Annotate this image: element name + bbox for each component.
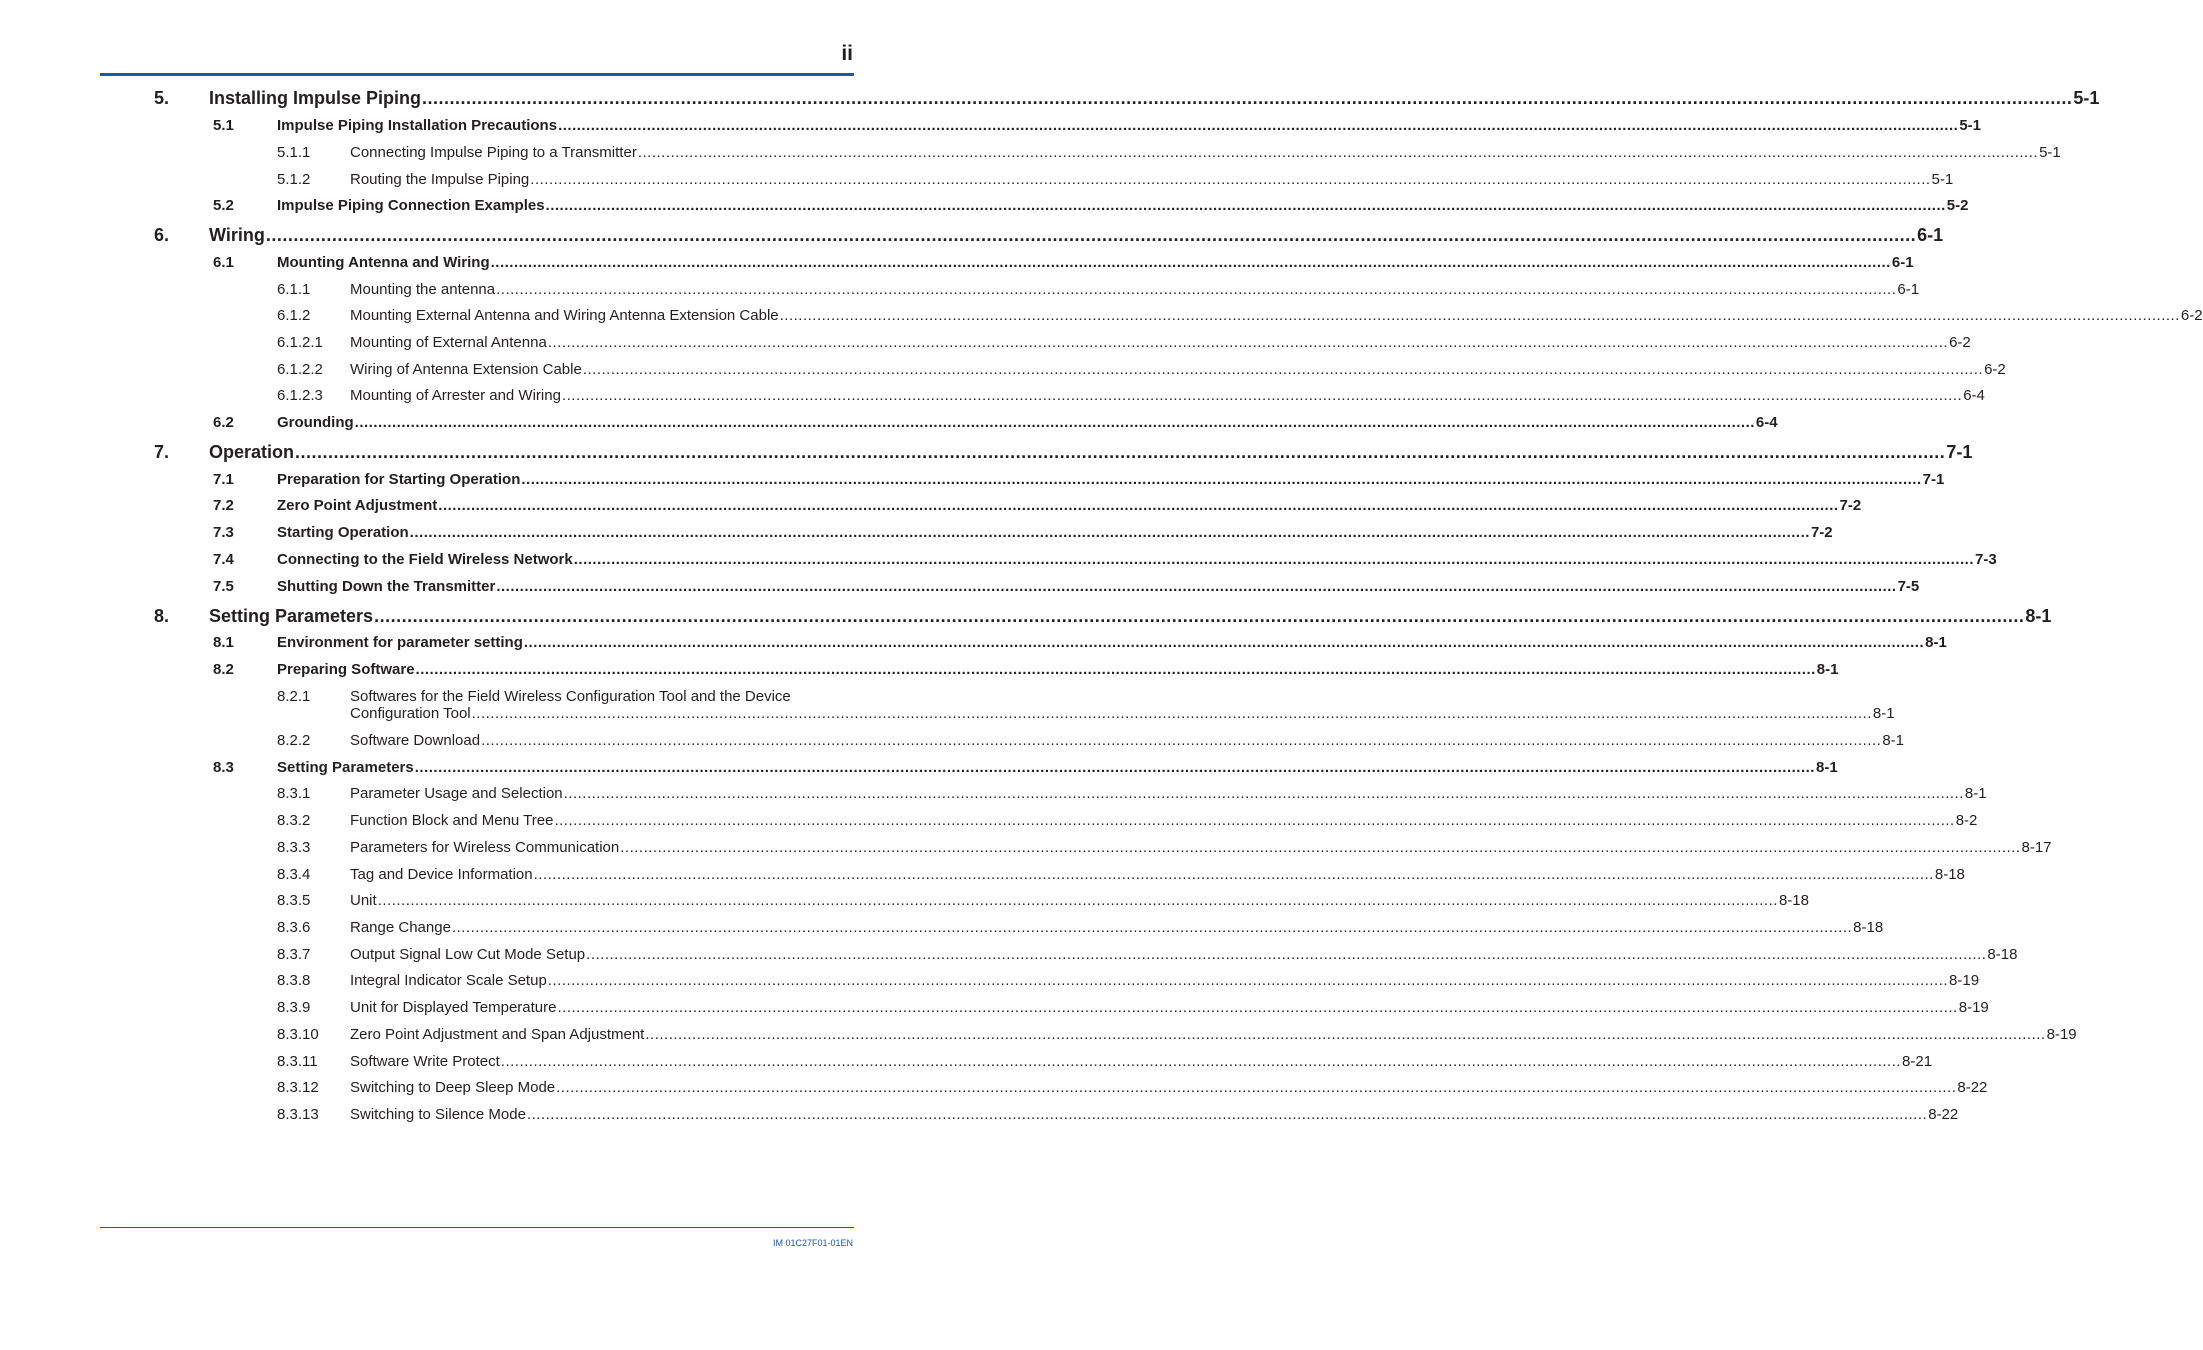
- toc-entry-leader: [209, 88, 2100, 108]
- dot-leader: ............................................................................................................................................................................................................................................................................................................: [545, 197, 1946, 214]
- toc-entry-number: 7.4: [213, 551, 234, 568]
- toc-entry-title: Unit: [350, 892, 377, 909]
- toc-entry-number: 8.3.5: [277, 892, 311, 909]
- toc-entry-title: Parameter Usage and Selection: [350, 785, 563, 802]
- toc-entry-page: 6-2: [2180, 307, 2203, 324]
- toc-entry-page: 8-21: [1902, 1053, 1933, 1070]
- toc-entry-number: 8.2: [213, 661, 234, 678]
- toc-entry-number: 7.3: [213, 524, 234, 541]
- dot-leader: ............................................................................................................................................................................................................................................................................................................: [374, 606, 2025, 626]
- toc-entry-page: 6-4: [1755, 414, 1778, 431]
- dot-leader: ............................................................................................................................................................................................................................................................................................................: [586, 946, 1987, 963]
- dot-leader: ............................................................................................................................................................................................................................................................................................................: [547, 972, 1949, 989]
- footer-rule: [100, 1227, 854, 1228]
- toc-entry-leader: [209, 442, 1973, 462]
- dot-leader: ............................................................................................................................................................................................................................................................................................................: [409, 524, 1810, 541]
- dot-leader: ............................................................................................................................................................................................................................................................................................................: [481, 732, 1882, 749]
- toc-entry-number: 8.3.10: [277, 1026, 319, 1043]
- toc-entry-page: 8-22: [1928, 1106, 1959, 1123]
- toc-entry-leader: [350, 1053, 1933, 1070]
- toc-entry-number: 8.3.12: [277, 1079, 319, 1096]
- toc-entry-leader: [277, 524, 1833, 541]
- toc-entry-page: 8-1: [1816, 661, 1839, 678]
- toc-entry-number: 8.: [154, 606, 170, 626]
- toc-entry-title: Software Write Protect: [350, 1053, 500, 1070]
- toc-entry-title: Preparing Software: [277, 661, 415, 678]
- toc-entry-leader: [350, 361, 2006, 378]
- dot-leader: ............................................................................................................................................................................................................................................................................................................: [451, 919, 1853, 936]
- toc-entry-number: 8.2.2: [277, 732, 311, 749]
- toc-entry-leader: [350, 1079, 1988, 1096]
- toc-entry-page: 7-1: [1922, 471, 1945, 488]
- toc-entry-title: Grounding: [277, 414, 354, 431]
- dot-leader: ............................................................................................................................................................................................................................................................................................................: [554, 812, 1955, 829]
- toc-entry-number: 8.3: [213, 759, 234, 776]
- toc-entry-page: 6-1: [1891, 254, 1914, 271]
- toc-entry-number: 7.1: [213, 471, 234, 488]
- toc-entry-page: 6-2: [1949, 334, 1971, 351]
- toc-entry-page: 8-1: [1882, 732, 1905, 749]
- toc-entry-page: 5-1: [1959, 117, 1981, 134]
- toc-entry-page: 8-18: [1934, 866, 1965, 883]
- toc-entry-number: 6.1.1: [277, 281, 311, 298]
- dot-leader: ............................................................................................................................................................................................................................................................................................................: [414, 759, 1815, 776]
- dot-leader: ............................................................................................................................................................................................................................................................................................................: [533, 866, 1934, 883]
- dot-leader: ............................................................................................................................................................................................................................................................................................................: [490, 254, 1891, 271]
- toc-entry-title: Impulse Piping Connection Examples: [277, 197, 545, 214]
- toc-entry-leader: [350, 705, 1895, 722]
- toc-entry-number: 5.2: [213, 197, 234, 214]
- toc-entry-title: Tag and Device Information: [350, 866, 533, 883]
- toc-entry-leader: [350, 387, 1985, 404]
- toc-entry-number: 7.5: [213, 578, 234, 595]
- toc-entry-page: 6-1: [1897, 281, 1920, 298]
- dot-leader: ............................................................................................................................................................................................................................................................................................................: [557, 999, 1958, 1016]
- toc-entry-page: 7-5: [1897, 578, 1920, 595]
- dot-leader: ............................................................................................................................................................................................................................................................................................................: [422, 88, 2073, 108]
- dot-leader: ............................................................................................................................................................................................................................................................................................................: [295, 442, 1946, 462]
- toc-entry-page: 6-4: [1963, 387, 1985, 404]
- toc-entry-leader: [350, 1106, 1959, 1123]
- toc-entry-title: Setting Parameters: [277, 759, 414, 776]
- toc-entry-number: 8.3.3: [277, 839, 311, 856]
- toc-entry-leader: [209, 606, 2052, 626]
- toc-entry-page: 6-1: [1917, 225, 1944, 245]
- toc-entry-leader: [277, 254, 1914, 271]
- toc-entry-number: 8.3.13: [277, 1106, 319, 1123]
- toc-entry-title: Mounting of External Antenna: [350, 334, 547, 351]
- toc-entry-leader: [350, 307, 2203, 324]
- toc-entry-title: Range Change: [350, 919, 451, 936]
- dot-leader: ............................................................................................................................................................................................................................................................................................................: [558, 117, 1959, 134]
- dot-leader: ............................................................................................................................................................................................................................................................................................................: [496, 578, 1897, 595]
- toc-entry-number: 6.1.2.1: [277, 334, 323, 351]
- dot-leader: ............................................................................................................................................................................................................................................................................................................: [556, 1079, 1957, 1096]
- dot-leader: ............................................................................................................................................................................................................................................................................................................: [265, 225, 1917, 245]
- dot-leader: ............................................................................................................................................................................................................................................................................................................: [561, 387, 1963, 404]
- toc-entry-page: 7-1: [1946, 442, 1973, 462]
- toc-entry-title: Starting Operation: [277, 524, 409, 541]
- dot-leader: ............................................................................................................................................................................................................................................................................................................: [573, 551, 1974, 568]
- dot-leader: ............................................................................................................................................................................................................................................................................................................: [377, 892, 1778, 909]
- toc-entry-page: 8-18: [1987, 946, 2018, 963]
- toc-entry-page: 8-1: [2025, 606, 2052, 626]
- toc-entry-leader: [350, 334, 1971, 351]
- toc-entry-page: 7-3: [1975, 551, 1997, 568]
- toc-entry-leader: [277, 471, 1945, 488]
- toc-entry-page: 5-1: [1931, 171, 1954, 188]
- toc-entry-title: Mounting of Arrester and Wiring: [350, 387, 561, 404]
- toc-entry-page: 6-2: [1984, 361, 2006, 378]
- toc-entry-title: Zero Point Adjustment: [277, 497, 438, 514]
- toc-entry-leader: [350, 281, 1920, 298]
- toc-entry-leader: [350, 144, 2061, 161]
- toc-entry-number: 8.3.6: [277, 919, 311, 936]
- toc-entry-title: Wiring: [209, 225, 265, 245]
- toc-entry-leader: [277, 759, 1838, 776]
- toc-entry-leader: [350, 732, 1905, 749]
- toc-entry-page: 8-22: [1957, 1079, 1988, 1096]
- toc-entry-page: 5-2: [1946, 197, 1969, 214]
- toc-entry-title: Installing Impulse Piping: [209, 88, 422, 108]
- toc-entry-leader: [350, 785, 1987, 802]
- toc-entry-title: Integral Indicator Scale Setup: [350, 972, 547, 989]
- toc-entry-title: Connecting Impulse Piping to a Transmitter: [350, 144, 637, 161]
- toc-entry-title: Wiring of Antenna Extension Cable: [350, 361, 582, 378]
- toc-entry-title-line1: Softwares for the Field Wireless Configuration Tool and the Device: [350, 688, 791, 705]
- toc-entry-leader: [209, 225, 1944, 245]
- toc-entry-title: Switching to Deep Sleep Mode: [350, 1079, 556, 1096]
- toc-entry-leader: [350, 866, 1965, 883]
- toc-entry-page: 7-2: [1810, 524, 1833, 541]
- toc-entry-leader: [277, 578, 1920, 595]
- dot-leader: ............................................................................................................................................................................................................................................................................................................: [526, 1106, 1928, 1123]
- toc-entry-title: Impulse Piping Installation Precautions: [277, 117, 558, 134]
- toc-entry-title: Mounting Antenna and Wiring: [277, 254, 490, 271]
- toc-entry-number: 8.3.2: [277, 812, 311, 829]
- toc-entry-page: 8-1: [1925, 634, 1947, 651]
- toc-entry-number: 8.3.11: [277, 1053, 318, 1070]
- toc-entry-title: Mounting External Antenna and Wiring Antenna Extension Cable: [350, 307, 779, 324]
- dot-leader: ............................................................................................................................................................................................................................................................................................................: [620, 839, 2021, 856]
- dot-leader: ............................................................................................................................................................................................................................................................................................................: [496, 281, 1897, 298]
- toc-entry-page: 8-18: [1778, 892, 1809, 909]
- document-id: IM 01C27F01-01EN: [772, 1238, 853, 1248]
- toc-entry-leader: [350, 892, 1809, 909]
- toc-entry-number: 8.3.8: [277, 972, 311, 989]
- toc-entry-page: 5-1: [2039, 144, 2061, 161]
- toc-entry-number: 8.3.4: [277, 866, 311, 883]
- dot-leader: ............................................................................................................................................................................................................................................................................................................: [354, 414, 1755, 431]
- toc-entry-page: 8-17: [2021, 839, 2052, 856]
- toc-entry-page: 8-19: [2046, 1026, 2077, 1043]
- dot-leader: ............................................................................................................................................................................................................................................................................................................: [500, 1053, 1902, 1070]
- dot-leader: ............................................................................................................................................................................................................................................................................................................: [779, 307, 2180, 324]
- toc-entry-title: Software Download: [350, 732, 481, 749]
- toc-entry-leader: [277, 661, 1839, 678]
- dot-leader: ............................................................................................................................................................................................................................................................................................................: [523, 634, 1925, 651]
- dot-leader: ............................................................................................................................................................................................................................................................................................................: [547, 334, 1949, 351]
- toc-entry-title: Operation: [209, 442, 295, 462]
- toc-entry-page: 5-1: [2073, 88, 2100, 108]
- toc-entry-number: 7.: [154, 442, 170, 462]
- dot-leader: ............................................................................................................................................................................................................................................................................................................: [637, 144, 2039, 161]
- toc-entry-title: Connecting to the Field Wireless Network: [277, 551, 573, 568]
- dot-leader: ............................................................................................................................................................................................................................................................................................................: [471, 705, 1872, 722]
- toc-entry-number: 5.1.2: [277, 171, 311, 188]
- toc-entry-number: 6.1.2: [277, 307, 311, 324]
- toc-entry-number: 6.1.2.3: [277, 387, 323, 404]
- toc-entry-number: 6.1: [213, 254, 234, 271]
- toc-entry-leader: [350, 919, 1884, 936]
- toc-entry-number: 5.: [154, 88, 170, 108]
- toc-entry-title: Routing the Impulse Piping: [350, 171, 530, 188]
- toc-entry-number: 8.3.1: [277, 785, 311, 802]
- toc-entry-title: Parameters for Wireless Communication: [350, 839, 620, 856]
- toc-entry-leader: [350, 171, 1954, 188]
- toc-entry-leader: [277, 634, 1947, 651]
- toc-entry-number: 8.3.7: [277, 946, 311, 963]
- toc-entry-title: Configuration Tool: [350, 705, 471, 722]
- toc-entry-number: 8.2.1: [277, 688, 311, 705]
- toc-entry-title: Function Block and Menu Tree: [350, 812, 554, 829]
- toc-entry-page: 8-1: [1815, 759, 1838, 776]
- toc-entry-page: 8-19: [1949, 972, 1980, 989]
- toc-entry-leader: [350, 999, 1989, 1016]
- dot-leader: ............................................................................................................................................................................................................................................................................................................: [521, 471, 1922, 488]
- toc-entry-page: 8-2: [1955, 812, 1978, 829]
- toc-entry-leader: [277, 551, 1997, 568]
- toc-entry-title: Switching to Silence Mode: [350, 1106, 526, 1123]
- toc-entry-number: 8.3.9: [277, 999, 311, 1016]
- toc-entry-title: Preparation for Starting Operation: [277, 471, 521, 488]
- toc-entry-leader: [350, 812, 1978, 829]
- toc-entry-leader: [277, 414, 1778, 431]
- toc-entry-leader: [277, 197, 1969, 214]
- toc-entry-title: Environment for parameter setting: [277, 634, 523, 651]
- dot-leader: ............................................................................................................................................................................................................................................................................................................: [582, 361, 1984, 378]
- toc-entry-number: 6.2: [213, 414, 234, 431]
- dot-leader: ............................................................................................................................................................................................................................................................................................................: [415, 661, 1816, 678]
- toc-entry-number: 7.2: [213, 497, 234, 514]
- toc-entry-page: 7-2: [1839, 497, 1862, 514]
- page-number: ii: [841, 42, 853, 65]
- toc-entry-number: 5.1.1: [277, 144, 311, 161]
- toc-entry-page: 8-1: [1872, 705, 1895, 722]
- dot-leader: ............................................................................................................................................................................................................................................................................................................: [530, 171, 1931, 188]
- toc-entry-page: 8-1: [1964, 785, 1987, 802]
- toc-entry-page: 8-19: [1958, 999, 1989, 1016]
- dot-leader: ............................................................................................................................................................................................................................................................................................................: [563, 785, 1964, 802]
- toc-entry-page: 8-18: [1853, 919, 1884, 936]
- toc-entry-leader: [350, 972, 1980, 989]
- toc-entry-number: 8.1: [213, 634, 234, 651]
- toc-entry-leader: [350, 839, 2052, 856]
- toc-entry-title: Mounting the antenna: [350, 281, 496, 298]
- toc-entry-title: Setting Parameters: [209, 606, 374, 626]
- header-rule: [100, 73, 854, 76]
- toc-entry-leader: [350, 946, 2018, 963]
- toc-entry-leader: [350, 1026, 2077, 1043]
- dot-leader: ............................................................................................................................................................................................................................................................................................................: [645, 1026, 2046, 1043]
- toc-entry-title: Zero Point Adjustment and Span Adjustment: [350, 1026, 645, 1043]
- toc-entry-title: Unit for Displayed Temperature: [350, 999, 557, 1016]
- toc-entry-title: Output Signal Low Cut Mode Setup: [350, 946, 586, 963]
- toc-entry-number: 6.1.2.2: [277, 361, 323, 378]
- toc-entry-leader: [277, 117, 1981, 134]
- dot-leader: ............................................................................................................................................................................................................................................................................................................: [438, 497, 1839, 514]
- toc-entry-title: Shutting Down the Transmitter: [277, 578, 496, 595]
- toc-entry-leader: [277, 497, 1862, 514]
- toc-entry-number: 5.1: [213, 117, 234, 134]
- toc-entry-number: 6.: [154, 225, 170, 245]
